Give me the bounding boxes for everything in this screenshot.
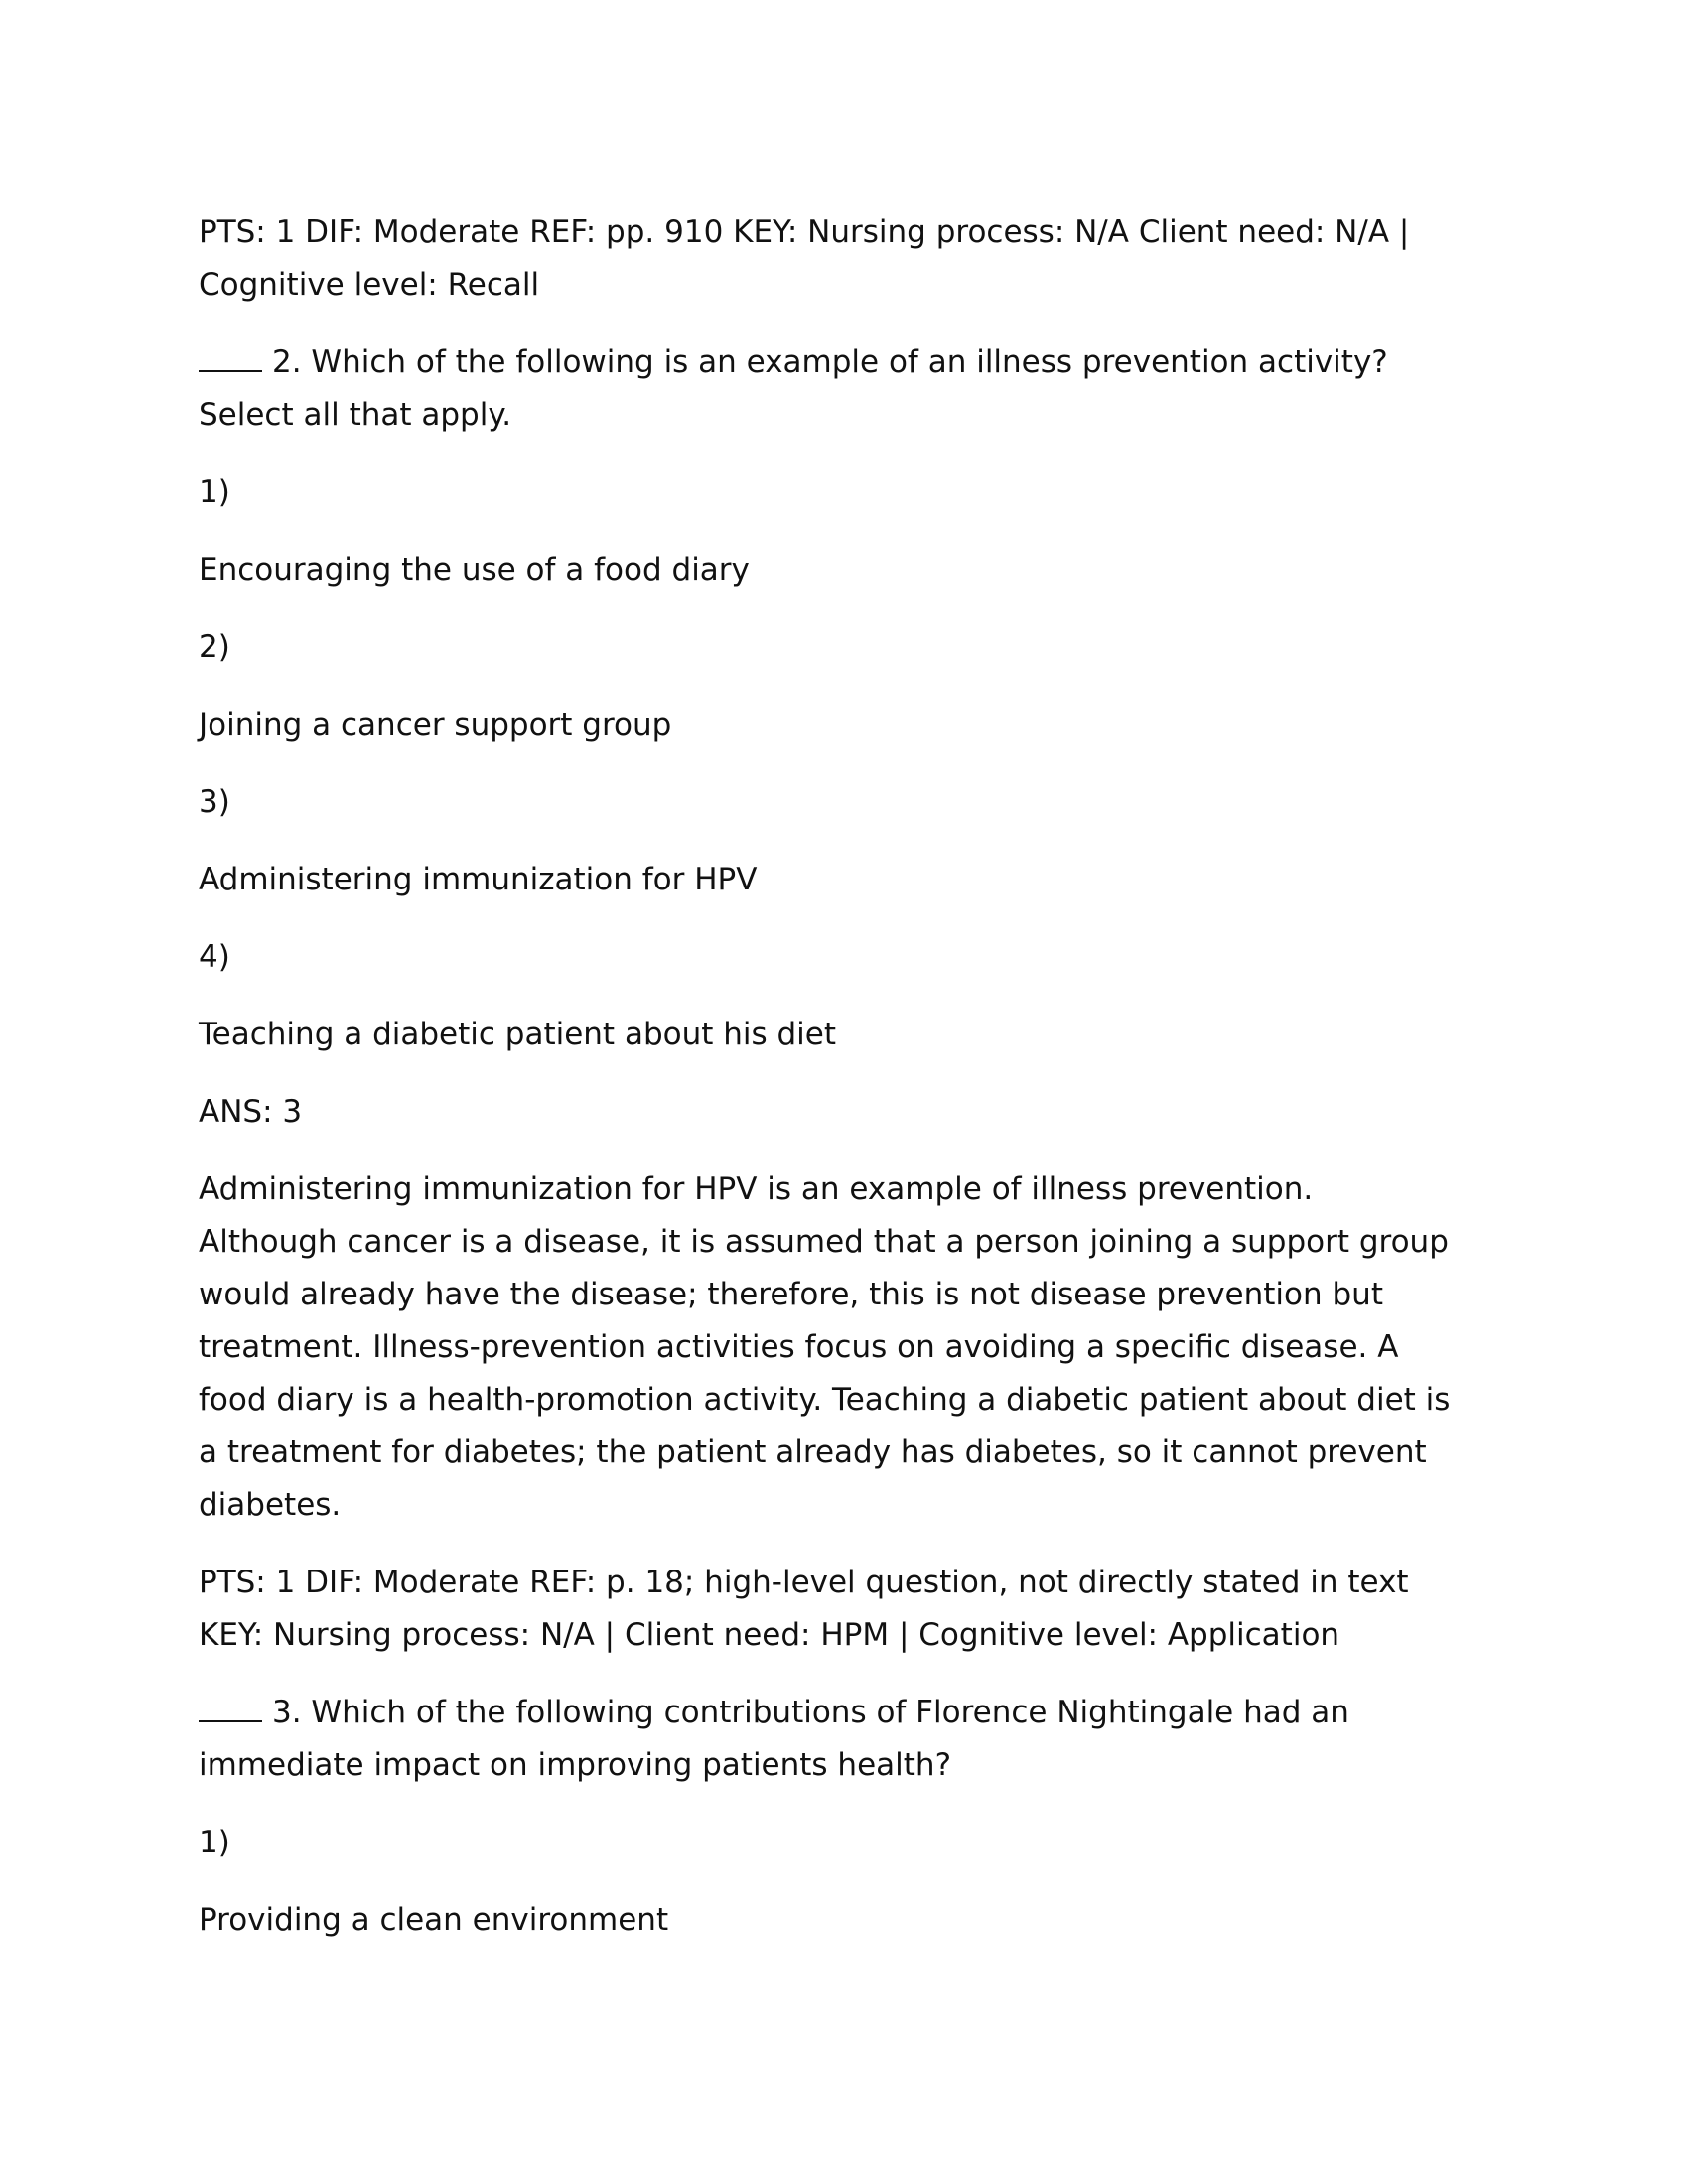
document-content [199,206,1499,1972]
q2-option-text: Teaching a diabetic patient about his diet [199,1017,837,1052]
answer-blank[interactable] [199,1691,262,1722]
q2-metadata [199,1557,1499,1662]
q2-answer: ANS: 3 [199,1094,303,1130]
q3-option-text: Providing a clean environment [199,1902,669,1938]
q2-stem [199,337,1499,442]
rationale-line: would already have the disease; therefore, this is not disease prevention but [199,1277,1383,1312]
q3-option-number: 1) [199,1825,230,1860]
q2-rationale [199,1163,1499,1532]
q2-option-text: Encouraging the use of a food diary [199,552,750,588]
q2-metadata-line: KEY: Nursing process: N/A | Client need: HPM | Cognitive level: Application [199,1617,1340,1653]
q1-metadata [199,206,1499,312]
q2-stem-line: 2. Which of the following is an example of an illness prevention activity? [272,344,1388,380]
q2-metadata-line: PTS: 1 DIF: Moderate REF: p. 18; high-level question, not directly stated in text [199,1565,1409,1600]
rationale-line: food diary is a health-promotion activity. Teaching a diabetic patient about diet is [199,1382,1451,1418]
rationale-line: Although cancer is a disease, it is assumed that a person joining a support group [199,1224,1449,1260]
q2-option-number: 3) [199,784,230,820]
q3-stem [199,1687,1499,1792]
q2-option-text: Joining a cancer support group [199,707,672,743]
rationale-line: treatment. Illness-prevention activities focus on avoiding a specific disease. A [199,1329,1399,1365]
rationale-line: a treatment for diabetes; the patient already has diabetes, so it cannot prevent [199,1434,1427,1470]
q2-option-number: 1) [199,475,230,510]
answer-blank[interactable] [199,341,262,372]
q2-option-number: 2) [199,629,230,665]
rationale-line: Administering immunization for HPV is an example of illness prevention. [199,1171,1314,1207]
q2-option-text: Administering immunization for HPV [199,862,758,897]
q2-option-number: 4) [199,939,230,975]
q2-stem-line: Select all that apply. [199,397,512,433]
rationale-line: diabetes. [199,1487,342,1523]
q1-metadata-line: PTS: 1 DIF: Moderate REF: pp. 910 KEY: Nursing process: N/A Client need: N/A | [199,214,1410,250]
q3-stem-line: 3. Which of the following contributions of Florence Nightingale had an [272,1695,1349,1730]
q3-stem-line: immediate impact on improving patients health? [199,1747,952,1783]
q1-metadata-line: Cognitive level: Recall [199,267,540,303]
